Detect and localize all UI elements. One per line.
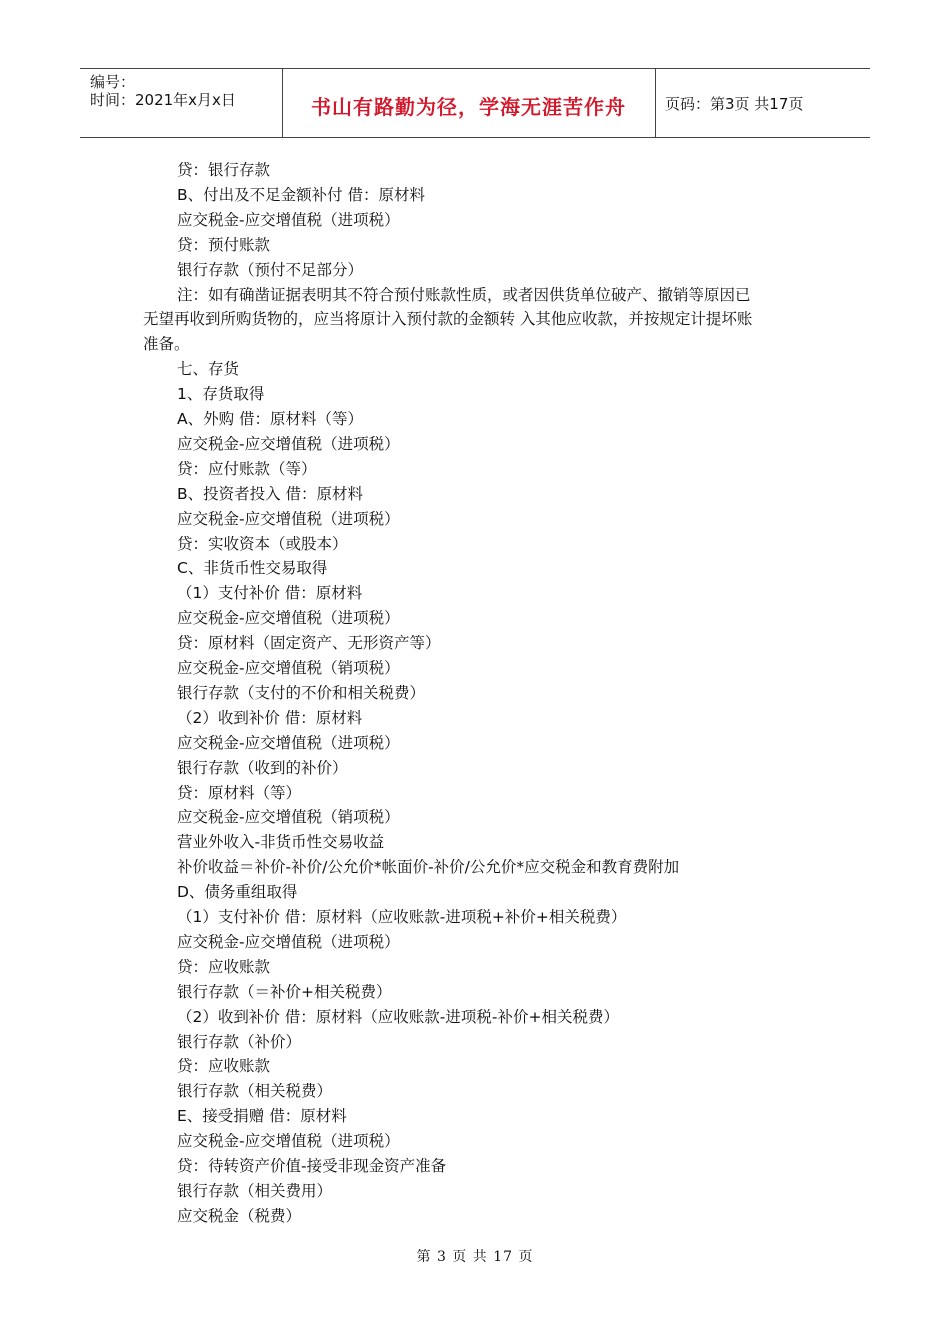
text-line: 注：如有确凿证据表明其不符合预付账款性质，或者因供货单位破产、撤销等原因已 [177,285,751,304]
text-line: 应交税金-应交增值税（进项税） [177,509,400,528]
text-line: 应交税金-应交增值税（进项税） [177,434,400,453]
text-line: 银行存款（补价） [177,1032,302,1051]
header-left-cell [80,69,283,137]
text-line: E、接受捐赠 借：原材料 [177,1107,347,1126]
header-motto: 书山有路勤为径，学海无涯苦作舟 [311,95,626,119]
text-line: 银行存款（支付的不价和相关税费） [177,683,426,702]
text-line: 补价收益＝补价-补价/公允价*帐面价-补价/公允价*应交税金和教育费附加 [177,858,680,877]
text-line: 准备。 [143,335,190,354]
text-line: 贷：原材料（等） [177,783,302,802]
text-line: 银行存款（＝补价+相关税费） [177,982,392,1001]
text-line: D、债务重组取得 [177,883,298,902]
text-line: 银行存款（收到的补价） [177,758,348,777]
text-line: 贷：应收账款 [177,1057,271,1076]
document-date-label: 时间：2021年x月x日 [90,91,236,109]
text-line: 银行存款（相关费用） [177,1181,333,1200]
text-line: 应交税金-应交增值税（进项税） [177,1132,400,1151]
header-page-info: 页码：第3页 共17页 [665,95,804,113]
text-line: 应交税金（税费） [177,1206,302,1225]
header-motto-cell [282,69,656,137]
text-line: 银行存款（预付不足部分） [177,260,364,279]
text-line: 无望再收到所购货物的，应当将原计入预付款的金额转 入其他应收款，并按规定计提坏账 [143,310,753,329]
text-line: 贷：待转资产价值-接受非现金资产准备 [177,1157,447,1175]
text-line: A、外购 借：原材料（等） [177,410,364,428]
text-line: 贷：应付账款（等） [177,459,317,478]
text-line: C、非货币性交易取得 [177,559,328,578]
text-line: 1、存货取得 [177,385,265,404]
text-line: 贷：银行存款 [177,161,271,179]
text-line: 应交税金-应交增值税（进项税） [177,733,400,752]
text-line: 应交税金-应交增值税（进项税） [177,932,400,951]
text-line: 贷：实收资本（或股本） [177,534,348,553]
header-page-cell [655,69,870,137]
text-line: 应交税金-应交增值税（销项税） [177,808,400,827]
text-line: 应交税金-应交增值税（销项税） [177,659,400,677]
text-line: （1）支付补价 借：原材料（应收账款-进项税+补价+相关税费） [177,908,627,926]
text-line: 应交税金-应交增值税（进项税） [177,210,400,229]
page-header [80,68,870,138]
text-line: （2）收到补价 借：原材料 [177,708,363,727]
text-line: 营业外收入-非货币性交易收益 [177,833,385,852]
text-line: 七、存货 [177,360,240,379]
page-footer: 第 3 页 共 17 页 [416,1249,534,1265]
text-line: 贷：原材料（固定资产、无形资产等） [177,634,441,653]
text-line: 贷：应收账款 [177,957,271,976]
text-line: （1）支付补价 借：原材料 [177,584,363,603]
text-line: 银行存款（相关税费） [177,1082,333,1101]
text-line: 贷：预付账款 [177,235,271,254]
text-line: B、投资者投入 借：原材料 [177,484,364,503]
text-line: （2）收到补价 借：原材料（应收账款-进项税-补价+相关税费） [177,1007,619,1026]
text-line: 应交税金-应交增值税（进项税） [177,609,400,628]
text-line: B、付出及不足金额补付 借：原材料 [177,185,426,204]
document-number-label: 编号： [90,73,136,91]
